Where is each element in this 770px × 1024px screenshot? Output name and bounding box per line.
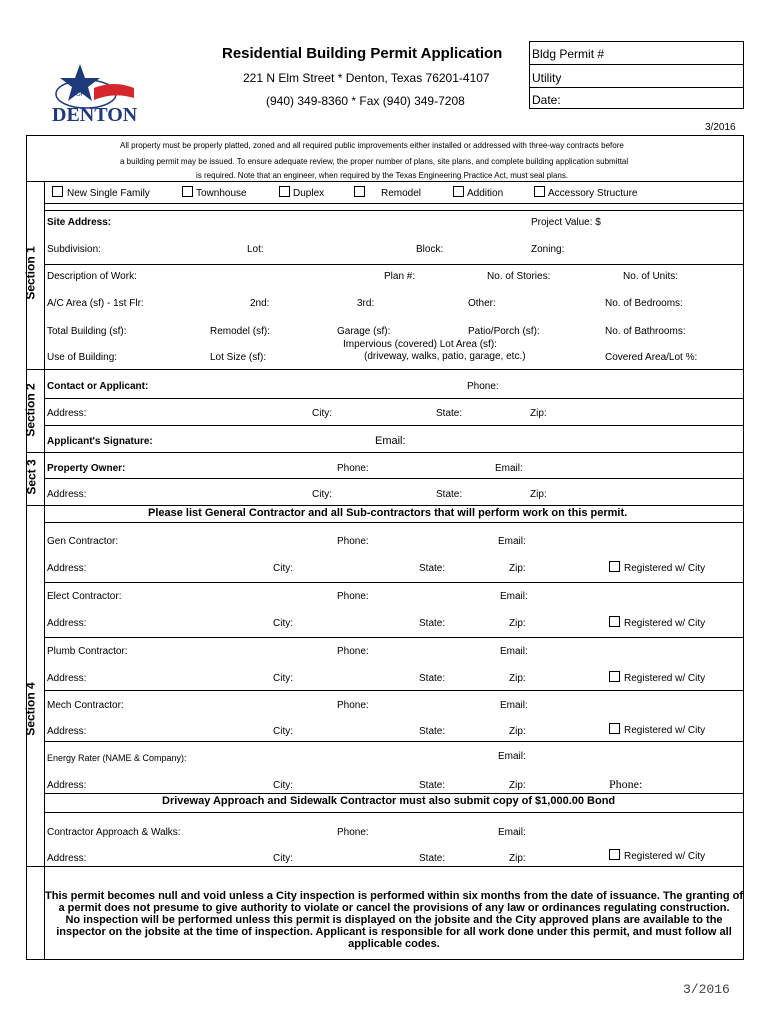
label-addition: Addition [467, 188, 504, 199]
footer-line-4: inspector on the jobsite at the time of inspection. Applicant is responsible for all work done under this permit, and must follow all [56, 926, 732, 938]
project-value-field[interactable]: Project Value: $ [531, 217, 601, 228]
driveway-bond-heading: Driveway Approach and Sidewalk Contractor must also submit copy of $1,000.00 Bond [162, 795, 616, 807]
energy-state-field[interactable]: State: [419, 780, 446, 791]
elect-registered-label: Registered w/ City [624, 618, 706, 629]
section-1-label: Section 1 [23, 246, 38, 300]
contact-zip-field[interactable]: Zip: [530, 408, 547, 419]
owner-phone-field[interactable]: Phone: [337, 463, 369, 474]
plan-number-field[interactable]: Plan #: [384, 271, 416, 282]
bldg-permit-field[interactable]: Bldg Permit # [532, 47, 605, 61]
notice-line-1: All property must be properly platted, zoned and all required public improvements either installed or addressed with three-way contracts before [120, 141, 624, 150]
stories-field[interactable]: No. of Stories: [487, 271, 551, 282]
plumb-city-field[interactable]: City: [273, 673, 293, 684]
gen-registered-checkbox[interactable] [609, 561, 620, 572]
elect-phone-field[interactable]: Phone: [337, 591, 369, 602]
plumb-phone-field[interactable]: Phone: [337, 646, 369, 657]
mech-registered-label: Registered w/ City [624, 725, 706, 736]
footer-line-2: a permit does not presume to give authority to violate or cancel the provisions of any law or ordinances regulating construction. [58, 902, 730, 914]
contact-address-field[interactable]: Address: [47, 408, 87, 419]
impervious-area-note: (driveway, walks, patio, garage, etc.) [364, 351, 526, 362]
mech-contractor-field[interactable]: Mech Contractor: [47, 700, 124, 711]
gen-email-field[interactable]: Email: [498, 536, 526, 547]
contact-state-field[interactable]: State: [436, 408, 463, 419]
lot-size-field[interactable]: Lot Size (sf): [210, 352, 267, 363]
elect-city-field[interactable]: City: [273, 618, 293, 629]
bathrooms-field[interactable]: No. of Bathrooms: [605, 326, 686, 337]
total-building-field[interactable]: Total Building (sf): [47, 326, 127, 337]
logo-of-text: OF [76, 92, 85, 98]
energy-rater-field[interactable]: Energy Rater (NAME & Company): [47, 753, 187, 763]
plumb-address-field[interactable]: Address: [47, 673, 87, 684]
covered-area-field[interactable]: Covered Area/Lot %: [605, 352, 698, 363]
subdivision-field[interactable]: Subdivision: [47, 244, 101, 255]
elect-state-field[interactable]: State: [419, 618, 446, 629]
ac-area-field[interactable]: A/C Area (sf) - 1st Flr: [47, 298, 144, 309]
logo-name-text: DENTON [52, 104, 138, 126]
logo-city-text: CITY [72, 84, 86, 90]
city-logo [44, 58, 164, 124]
gen-contractor-field[interactable]: Gen Contractor: [47, 536, 119, 547]
energy-address-field[interactable]: Address: [47, 780, 87, 791]
plumb-state-field[interactable]: State: [419, 673, 446, 684]
mech-address-field[interactable]: Address: [47, 726, 87, 737]
notice-line-2: a building permit may be issued. To ensure adequate review, the proper number of plans, site plans, and complete building application submittal [120, 157, 629, 166]
elect-address-field[interactable]: Address: [47, 618, 87, 629]
description-of-work-field[interactable]: Description of Work: [47, 271, 137, 282]
elect-contractor-field[interactable]: Elect Contractor: [47, 591, 122, 602]
approach-phone-field[interactable]: Phone: [337, 827, 369, 838]
approach-registered-checkbox[interactable] [609, 849, 620, 860]
mech-zip-field[interactable]: Zip: [509, 726, 526, 737]
mech-city-field[interactable]: City: [273, 726, 293, 737]
owner-state-field[interactable]: State: [436, 489, 463, 500]
approach-zip-field[interactable]: Zip: [509, 853, 526, 864]
label-duplex: Duplex [293, 188, 325, 199]
owner-zip-field[interactable]: Zip: [530, 489, 547, 500]
plumb-zip-field[interactable]: Zip: [509, 673, 526, 684]
energy-city-field[interactable]: City: [273, 780, 293, 791]
bedrooms-field[interactable]: No. of Bedrooms: [605, 298, 683, 309]
patio-sf-field[interactable]: Patio/Porch (sf): [468, 326, 540, 337]
owner-email-field[interactable]: Email: [495, 463, 523, 474]
lot-field[interactable]: Lot: [247, 244, 264, 255]
plumb-email-field[interactable]: Email: [500, 646, 528, 657]
owner-city-field[interactable]: City: [312, 489, 332, 500]
approach-city-field[interactable]: City: [273, 853, 293, 864]
section-3-label: Sect 3 [24, 459, 39, 495]
third-floor-field[interactable]: 3rd: [357, 298, 375, 309]
approach-registered-label: Registered w/ City [624, 851, 706, 862]
contractors-heading: Please list General Contractor and all Sub-contractors that will perform work on this permit. [148, 507, 628, 519]
energy-phone-field[interactable]: Phone: [609, 777, 643, 791]
mech-email-field[interactable]: Email: [500, 700, 528, 711]
approach-email-field[interactable]: Email: [498, 827, 526, 838]
page-revision-date: 3/2016 [683, 982, 730, 997]
city-phone-fax: (940) 349-8360 * Fax (940) 349-7208 [266, 94, 465, 108]
gen-address-field[interactable]: Address: [47, 563, 87, 574]
utility-field[interactable]: Utility [532, 71, 562, 85]
applicant-email-field[interactable]: Email: [375, 435, 406, 447]
contact-city-field[interactable]: City: [312, 408, 332, 419]
gen-zip-field[interactable]: Zip: [509, 563, 526, 574]
gen-phone-field[interactable]: Phone: [337, 536, 369, 547]
mech-phone-field[interactable]: Phone: [337, 700, 369, 711]
footer-line-1: This permit becomes null and void unless a City inspection is performed within six months from the date of issuance. The granting of [45, 890, 743, 902]
owner-address-field[interactable]: Address: [47, 489, 87, 500]
footer-disclaimer [44, 890, 744, 950]
zoning-field[interactable]: Zoning: [531, 244, 565, 255]
label-new-single-family: New Single Family [67, 188, 150, 199]
approach-address-field[interactable]: Address: [47, 853, 87, 864]
plumb-registered-label: Registered w/ City [624, 673, 706, 684]
mech-state-field[interactable]: State: [419, 726, 446, 737]
label-accessory-structure: Accessory Structure [548, 188, 638, 199]
units-field[interactable]: No. of Units: [623, 271, 679, 282]
energy-zip-field[interactable]: Zip: [509, 780, 526, 791]
block-field[interactable]: Block: [416, 244, 444, 255]
second-floor-field[interactable]: 2nd: [250, 298, 270, 309]
date-field[interactable]: Date: [532, 93, 561, 107]
plumb-contractor-field[interactable]: Plumb Contractor: [47, 646, 128, 657]
gen-city-field[interactable]: City: [273, 563, 293, 574]
label-townhouse: Townhouse [196, 188, 247, 199]
use-of-building-field[interactable]: Use of Building: [47, 352, 118, 363]
site-address-field[interactable]: Site Address: [47, 217, 112, 228]
city-address: 221 N Elm Street * Denton, Texas 76201-4107 [243, 71, 490, 85]
impervious-area-field[interactable]: Impervious (covered) Lot Area (sf): [343, 339, 497, 350]
notice-line-3: is required. Note that an engineer, when required by the Texas Engineering Practice Act, must seal plans. [196, 171, 569, 180]
page-title: Residential Building Permit Application [222, 45, 503, 62]
remodel-sf-field[interactable]: Remodel (sf): [210, 326, 271, 337]
approach-state-field[interactable]: State: [419, 853, 446, 864]
applicant-signature-field[interactable]: Applicant's Signature: [47, 436, 153, 447]
section-2-label: Section 2 [23, 383, 38, 437]
gen-state-field[interactable]: State: [419, 563, 446, 574]
office-use-box [529, 41, 744, 109]
label-remodel: Remodel [381, 188, 422, 199]
footer-line-5: applicable codes. [348, 938, 440, 950]
property-owner-field[interactable]: Property Owner: [47, 463, 126, 474]
gen-registered-label: Registered w/ City [624, 563, 706, 574]
plumb-registered-checkbox[interactable] [609, 671, 620, 682]
section-4-label: Section 4 [23, 682, 38, 736]
other-area-field[interactable]: Other: [468, 298, 496, 309]
garage-sf-field[interactable]: Garage (sf): [337, 326, 391, 337]
footer-line-3: No inspection will be performed unless this permit is displayed on the jobsite and the City approved plans are available to the [65, 914, 723, 926]
contact-phone-field[interactable]: Phone: [467, 381, 499, 392]
elect-registered-checkbox[interactable] [609, 616, 620, 627]
contact-applicant-field[interactable]: Contact or Applicant: [47, 381, 149, 392]
elect-email-field[interactable]: Email: [500, 591, 528, 602]
approach-contractor-field[interactable]: Contractor Approach & Walks: [47, 827, 181, 838]
elect-zip-field[interactable]: Zip: [509, 618, 526, 629]
revision-date: 3/2016 [705, 122, 736, 133]
mech-registered-checkbox[interactable] [609, 723, 620, 734]
energy-email-field[interactable]: Email: [498, 751, 526, 762]
